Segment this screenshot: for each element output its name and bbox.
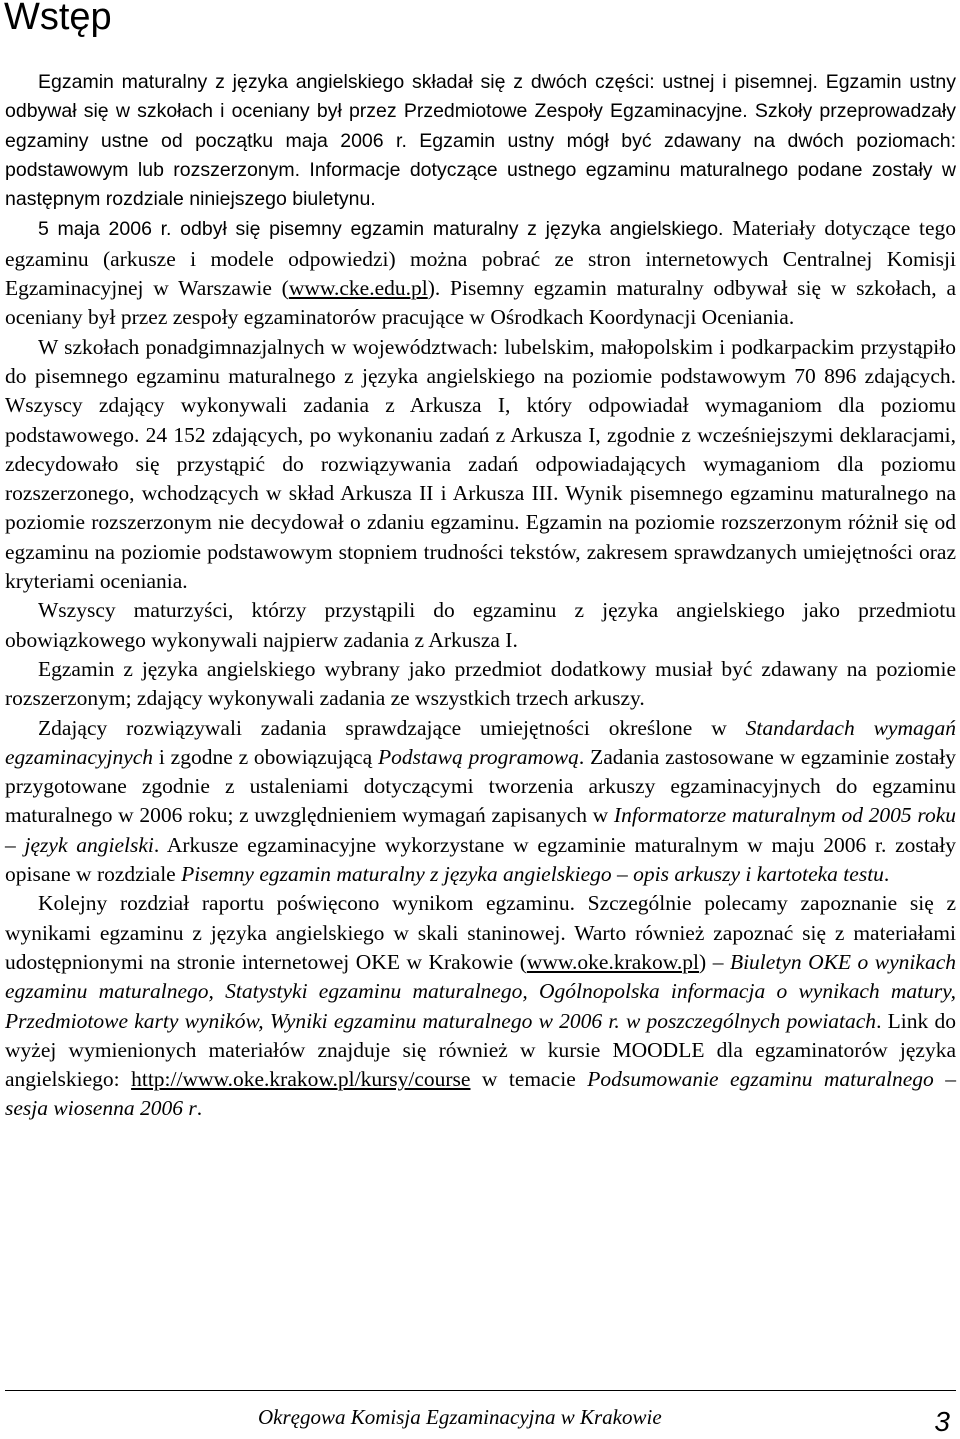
- paragraph-2-text-a: Materiały dotyczące tego egzaminu (arkusze i modele odpowiedzi) można pobrać ze stron internetowych Centralnej Komisji Egzaminacyjnej w Warszawie (: [5, 216, 956, 301]
- paragraph-2: [5, 214, 956, 332]
- page-title: Wstęp: [4, 0, 112, 38]
- document-body: [5, 68, 956, 1124]
- summary-topic: Podsumowanie egzaminu maturalnego – sesja wiosenna 2006 r: [5, 1067, 956, 1121]
- paragraph-7-text-d: . Link do wyżej wymienionych materiałów znajduje się również w kursie MOODLE dla egzaminatorów języka angielskiego:: [5, 1008, 956, 1092]
- paragraph-6-text-i: .: [883, 862, 890, 887]
- paragraph-6: [5, 714, 956, 890]
- chapter-title: Pisemny egzamin maturalny z języka angielskiego – opis arkuszy i kartoteka testu: [181, 862, 884, 887]
- paragraph-7: [5, 889, 956, 1123]
- paragraph-3: W szkołach ponadgimnazjalnych w województwach: lubelskim, małopolskim i podkarpackim przystąpiło do pisemnego egzaminu maturalnego z języka angielskiego na poziomie podstawowym 70 896 zdających. Wszyscy zdający wykonywali zadania z Arkusza I, który odpowiadał wymaganiom dla poziomu podstawowego. 24 152 zdających, po wykonaniu zadań z Arkusza I, zgodnie z wcześniejszymi deklaracjami, zdecydowało się przystąpić do rozwiązywania zadań odpowiadających wymaganiom dla poziomu rozszerzonego, wchodzących w skład Arkusza II i Arkusza III. Wynik pisemnego egzaminu maturalnego na poziomie rozszerzonym nie decydował o zdaniu egzaminu. Egzamin na poziomie rozszerzonym różnił się od egzaminu na poziomie podstawowym stopniem trudności tekstów, zakresem sprawdzanych umiejętności oraz kryteriami oceniania.: [5, 334, 956, 594]
- paragraph-2-text-b: ). Pisemny egzamin maturalny odbywał się w szkołach, a oceniany był przez zespoły egzaminatorów pracujące w Ośrodkach Koordynacji Oceniania.: [5, 276, 956, 330]
- moodle-link[interactable]: http://www.oke.krakow.pl/kursy/course: [131, 1067, 471, 1092]
- cke-link[interactable]: www.cke.edu.pl: [288, 276, 428, 301]
- paragraph-6-text-c: i zgodne z obowiązującą: [153, 744, 378, 769]
- paragraph-7-text-g: .: [196, 1096, 203, 1121]
- paragraph-6-text-a: Zdający rozwiązywali zadania sprawdzające umiejętności określone w: [38, 715, 746, 740]
- informator-title: Informatorze maturalnym od 2005 roku – język angielski: [5, 803, 956, 857]
- paragraph-5: Egzamin z języka angielskiego wybrany jako przedmiot dodatkowy musiał być zdawany na poziomie rozszerzonym; zdający wykonywali zadania ze wszystkich trzech arkuszy.: [5, 656, 956, 711]
- paragraph-6-text-g: . Arkusze egzaminacyjne wykorzystane w egzaminie maturalnym w maju 2006 r. zostały opisane w rozdziale: [5, 832, 956, 887]
- paragraph-4: Wszyscy maturzyści, którzy przystąpili do egzaminu z języka angielskiego jako przedmiotu obowiązkowego wykonywali najpierw zadania z Arkusza I.: [5, 598, 956, 652]
- page-number: 3: [934, 1406, 950, 1437]
- footer-divider: [5, 1390, 956, 1391]
- materials-list: – Biuletyn OKE o wynikach egzaminu maturalnego, Statystyki egzaminu maturalnego, Ogólnopolska informacja o wynikach matury, Przedmiotowe karty wyników, Wyniki egzaminu maturalnego w 2006 r. w poszczególnych powiatach: [5, 949, 956, 1033]
- paragraph-7-text-a: Kolejny rozdział raportu poświęcono wynikom egzaminu. Szczególnie polecamy zapoznanie się z wynikami egzaminu z języka angielskiego w skali staninowej. Warto również zapoznać się z materiałami udostępnionymi na stronie internetowej OKE w Krakowie (: [5, 891, 956, 974]
- oke-link[interactable]: www.oke.krakow.pl: [526, 949, 700, 974]
- curriculum-title: Podstawą programową: [377, 744, 579, 769]
- paragraph-7-text-b: ): [699, 949, 713, 974]
- paragraph-6-text-e: . Zadania zastosowane w egzaminie zostały przygotowane zgodnie z ustaleniami dotyczącymi tworzenia arkuszy egzaminacyjnych do egzaminu maturalnego w 2006 roku; z uwzględnieniem wymagań zapisanych w: [5, 744, 956, 828]
- footer-institution: Okręgowa Komisja Egzaminacyjna w Krakowie: [258, 1405, 662, 1429]
- standards-title: Standardach wymagań egzaminacyjnych: [5, 715, 956, 769]
- paragraph-7-text-e: w temacie: [470, 1067, 588, 1092]
- paragraph-2-date-sentence: 5 maja 2006 r. odbył się pisemny egzamin maturalny z języka angielskiego.: [38, 218, 724, 241]
- paragraph-1: Egzamin maturalny z języka angielskiego składał się z dwóch części: ustnej i pisemnej. Egzamin ustny odbywał się w szkołach i oceniany był przez Przedmiotowe Zespoły Egzaminacyjne. Szkoły przeprowadzały egzaminy ustne od początku maja 2006 r. Egzamin ustny mógł być zdawany na dwóch poziomach: podstawowym lub rozszerzonym. Informacje dotyczące ustnego egzaminu maturalnego podane zostały w następnym rozdziale niniejszego biuletynu.: [5, 71, 956, 211]
